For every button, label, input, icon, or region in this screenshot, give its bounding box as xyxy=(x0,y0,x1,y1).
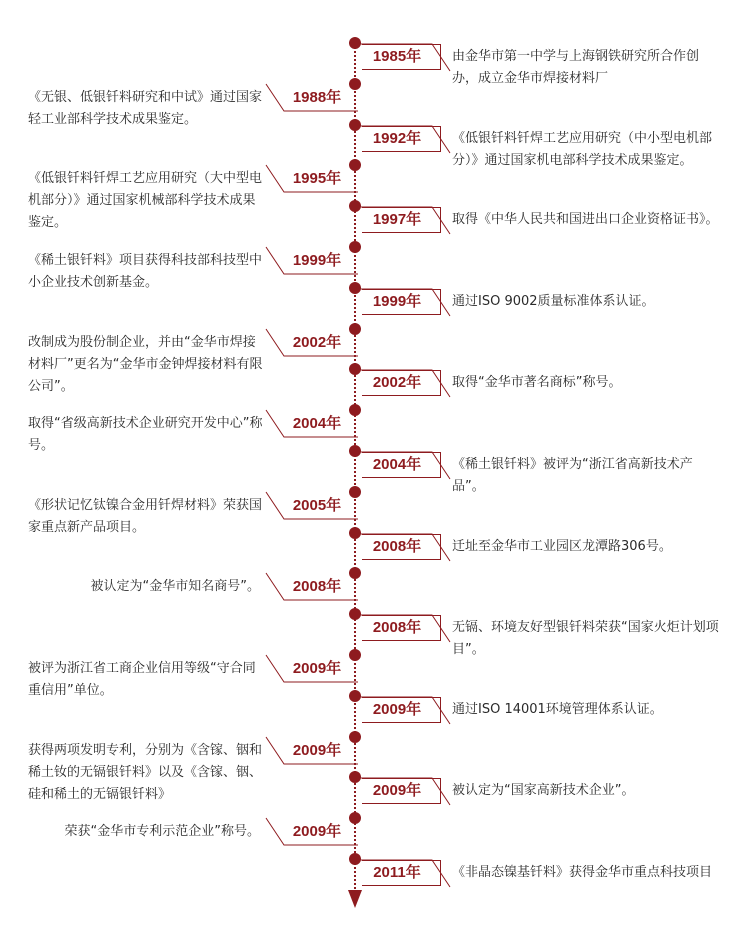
event-description: 取得“金华市著名商标”称号。 xyxy=(452,375,622,390)
event-description: 取得“省级高新技术企业研究开发中心”称号。 xyxy=(28,416,263,453)
event-description: 《低银钎料钎焊工艺应用研究（中小型电机部分）》通过国家机电部科学技术成果鉴定。 xyxy=(452,131,713,168)
event-description: 改制成为股份制企业，并由“金华市焊接材料厂”更名为“金华市金钟焊接材料有限公司”。 xyxy=(28,335,263,394)
event-description: 《形状记忆钛镍合金用钎焊材料》荣获国家重点新产品项目。 xyxy=(28,498,263,535)
event-year: 2009年 xyxy=(292,742,342,759)
event-year: 1997年 xyxy=(362,207,432,233)
event-description: 《稀土银钎料》项目获得科技部科技型中小企业技术创新基金。 xyxy=(28,253,263,290)
event-year: 2009年 xyxy=(292,660,342,677)
event-description: 被认定为“国家高新技术企业”。 xyxy=(452,783,635,798)
event-year: 2002年 xyxy=(292,334,342,351)
event-description: 通过ISO 14001环境管理体系认证。 xyxy=(452,702,663,717)
event-description: 由金华市第一中学与上海钢铁研究所合作创办，成立金华市焊接材料厂 xyxy=(452,49,700,86)
event-description: 迁址至金华市工业园区龙潭路306号。 xyxy=(452,539,672,554)
event-description: 《无银、低银钎料研究和中试》通过国家轻工业部科学技术成果鉴定。 xyxy=(28,90,263,127)
event-year: 2009年 xyxy=(362,697,432,723)
event-description: 被认定为“金华市知名商号”。 xyxy=(90,579,260,594)
event-year: 2008年 xyxy=(292,578,342,595)
event-year: 2004年 xyxy=(362,452,432,478)
event-year: 1985年 xyxy=(362,44,432,70)
event-description: 被评为浙江省工商企业信用等级“守合同重信用”单位。 xyxy=(28,661,256,698)
event-year: 1999年 xyxy=(292,252,342,269)
event-description: 《非晶态镍基钎料》获得金华市重点科技项目 xyxy=(452,865,713,880)
event-year: 2009年 xyxy=(362,778,432,804)
timeline-arrow-icon xyxy=(348,890,362,908)
event-year: 2008年 xyxy=(362,534,432,560)
event-description: 荣获“金华市专利示范企业”称号。 xyxy=(64,824,260,839)
event-year: 2008年 xyxy=(362,615,432,641)
event-year: 2002年 xyxy=(362,370,432,396)
event-year: 2011年 xyxy=(362,860,432,886)
event-description: 取得《中华人民共和国进出口企业资格证书》。 xyxy=(452,212,719,227)
event-year: 1995年 xyxy=(292,170,342,187)
event-year: 1999年 xyxy=(362,289,432,315)
event-description: 《稀土银钎料》被评为“浙江省高新技术产品”。 xyxy=(452,457,693,494)
event-description: 通过ISO 9002质量标准体系认证。 xyxy=(452,294,655,309)
event-description: 《低银钎料钎焊工艺应用研究（大中型电机部分）》通过国家机械部科学技术成果鉴定。 xyxy=(28,171,263,230)
event-description: 获得两项发明专利，分别为《含镓、铟和稀土钕的无镉银钎料》以及《含镓、铟、硅和稀土的无镉银钎料》 xyxy=(28,743,263,802)
event-year: 1988年 xyxy=(292,89,342,106)
event-year: 2005年 xyxy=(292,497,342,514)
event-year: 2009年 xyxy=(292,823,342,840)
event-year: 1992年 xyxy=(362,126,432,152)
event-description: 无镉、环境友好型银钎料荣获“国家火炬计划项目”。 xyxy=(452,620,719,657)
event-year: 2004年 xyxy=(292,415,342,432)
